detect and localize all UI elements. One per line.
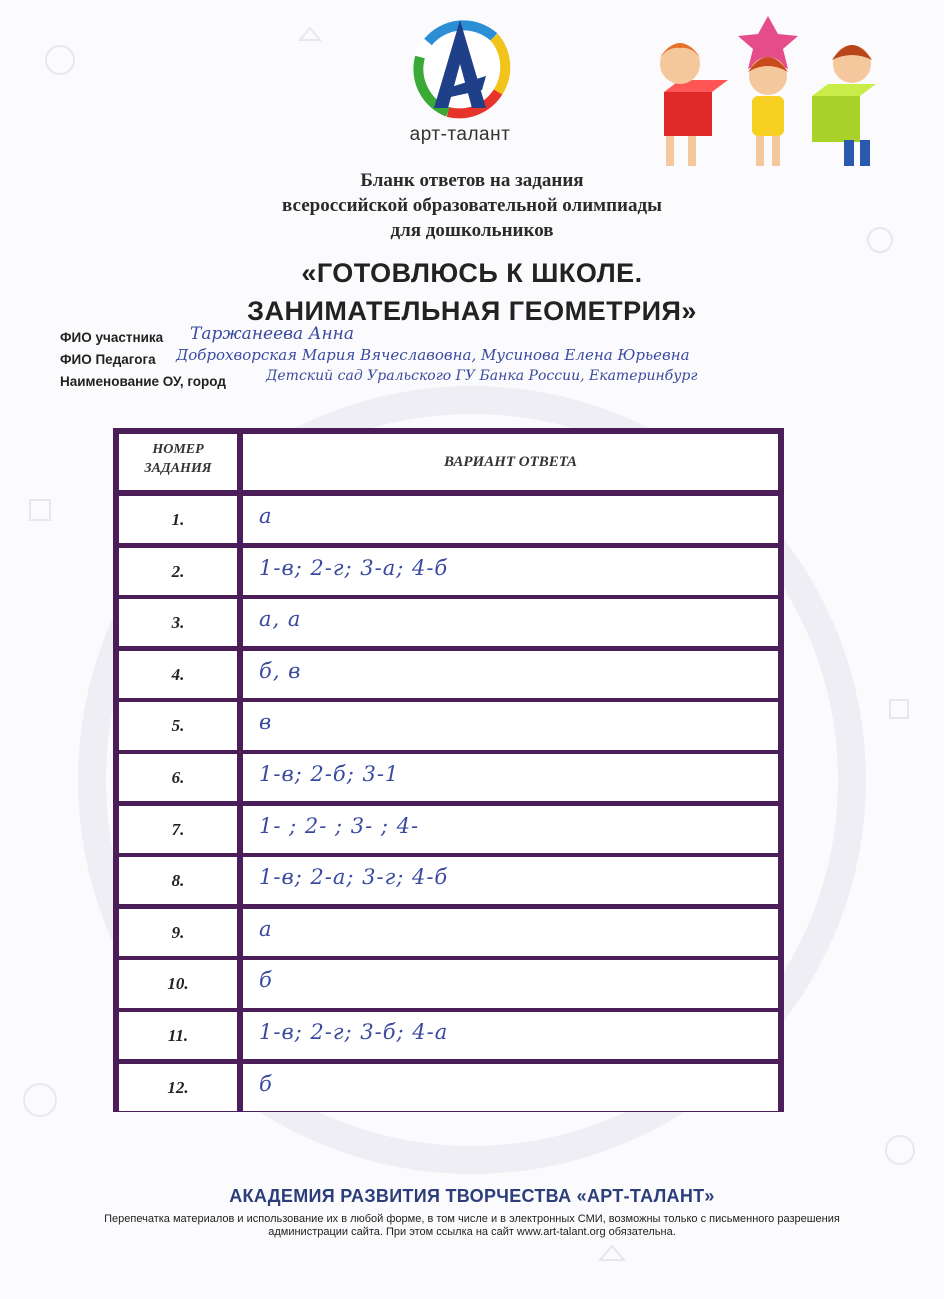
logo-text: арт-талант [409, 124, 511, 145]
handwritten-answer: 1-в; 2-б; 3-1 [259, 762, 400, 786]
header-number-cell [119, 434, 237, 490]
answer-cell[interactable] [243, 496, 778, 543]
answer-cell[interactable] [243, 702, 778, 749]
header-number-line1: НОМЕР [152, 442, 204, 457]
header-answer-cell: ВАРИАНТ ОТВЕТА [243, 434, 778, 490]
olympiad-title [0, 254, 944, 330]
footer-copyright-note: Перепечатка материалов и использование их в любой форме, в том числе и в электронных СМИ, возможны только с письменного разрешения администрации сайта. При этом ссылка на сайт www.art-talant.org обязательна. [104, 1213, 840, 1238]
subtitle-line-2: всероссийской образовательной олимпиады [282, 195, 662, 216]
answer-cell[interactable] [243, 548, 778, 595]
subtitle-line-1: Бланк ответов на задания [360, 170, 584, 191]
answer-cell[interactable] [243, 960, 778, 1007]
task-number: 3. [119, 599, 237, 646]
answers-table [113, 428, 784, 1112]
participant-label: ФИО участника [60, 330, 164, 345]
logo-emblem-icon [408, 12, 512, 122]
task-number: 8. [119, 857, 237, 904]
teacher-label: ФИО Педагога [60, 352, 156, 367]
answer-cell[interactable] [243, 651, 778, 698]
task-number: 11. [119, 1012, 237, 1059]
handwritten-answer: а [259, 504, 273, 528]
handwritten-answer: 1-в; 2-г; 3-б; 4-а [259, 1020, 449, 1044]
org-value: Детский сад Уральского ГУ Банка России, Екатеринбург [266, 368, 698, 384]
task-number: 10. [119, 960, 237, 1007]
participant-value: Таржанеева Анна [190, 324, 354, 344]
form-subtitle [0, 168, 944, 243]
task-number: 1. [119, 496, 237, 543]
teacher-row [60, 348, 920, 370]
answer-cell[interactable] [243, 806, 778, 853]
answer-cell[interactable] [243, 857, 778, 904]
answer-cell[interactable] [243, 909, 778, 956]
art-talant-logo [390, 12, 530, 162]
subtitle-line-3: для дошкольников [390, 220, 554, 241]
task-number: 2. [119, 548, 237, 595]
handwritten-answer: 1-в; 2-а; 3-г; 4-б [259, 865, 449, 890]
kids-with-shapes-illustration [640, 12, 890, 172]
handwritten-answer: в [259, 710, 273, 735]
handwritten-answer: 1-в; 2-г; 3-а; 4-б [259, 555, 449, 580]
task-number: 5. [119, 702, 237, 749]
handwritten-answer: б [259, 968, 273, 993]
handwritten-answer: а, а [259, 607, 302, 632]
task-number: 7. [119, 806, 237, 853]
org-label: Наименование ОУ, город [60, 374, 226, 389]
handwritten-answer: 1- ; 2- ; 3- ; 4- [259, 813, 420, 838]
header-number-line2: ЗАДАНИЯ [144, 461, 212, 476]
handwritten-answer: а [259, 916, 273, 941]
handwritten-answer: б, в [259, 658, 302, 683]
answer-cell[interactable] [243, 1012, 778, 1059]
org-row [60, 370, 920, 392]
footer-org-name: АКАДЕМИЯ РАЗВИТИЯ ТВОРЧЕСТВА «АРТ-ТАЛАНТ» [229, 1186, 715, 1206]
task-number: 9. [119, 909, 237, 956]
handwritten-answer: б [259, 1071, 273, 1096]
task-number: 4. [119, 651, 237, 698]
answer-cell[interactable] [243, 754, 778, 801]
task-number: 12. [119, 1064, 237, 1111]
participant-row [60, 326, 920, 348]
teacher-value: Доброхворская Мария Вячеславовна, Мусинова Елена Юрьевна [176, 346, 690, 364]
title-line-1: «ГОТОВЛЮСЬ К ШКОЛЕ. [301, 258, 643, 288]
participant-info [60, 326, 920, 392]
answer-cell[interactable] [243, 1064, 778, 1111]
task-number: 6. [119, 754, 237, 801]
answer-cell[interactable] [243, 599, 778, 646]
title-line-2: ЗАНИМАТЕЛЬНАЯ ГЕОМЕТРИЯ» [247, 296, 697, 326]
